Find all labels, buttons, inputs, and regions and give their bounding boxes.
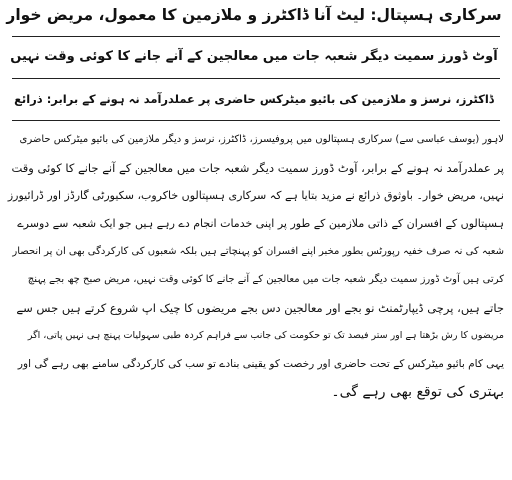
article-body [8, 126, 504, 406]
body-line: بہتری کی توقع بھی رہے گی۔ [331, 384, 504, 400]
body-line: کرتی ہیں آوٹ ڈورز سمیت دیگر شعبہ جات میں معالجین کے آنے جانے کا کوئی وقت نہیں، مریض صبح چھ بجے پہنچ [27, 274, 504, 285]
body-line: نہیں، مریض خوار۔ باوثوق ذرائع نے مزید بتایا ہے کہ سرکاری ہسپتالوں خاکروب، سکیورٹی گارڈز اور ڈرائیورز [7, 189, 504, 202]
body-line: مریضوں کا رش بڑھتا ہے اور ستر فیصد تک تو حکومت کی جانب سے فراہم کردہ طبی سہولیات پہنچ ہی نہیں پاتی، اگر [27, 330, 504, 341]
body-line: یہی کام بائیو میٹرکس کے تحت حاضری اور رخصت کو یقینی بنادے تو سب کی کارکردگی سامنے بھی رہے گی اور [17, 358, 504, 370]
body-line: پر عملدرآمد نہ ہونے کے برابر، آوٹ ڈورز سمیت دیگر شعبہ جات میں معالجین کے آنے جانے کا کوئی وقت [11, 161, 504, 175]
divider [12, 36, 500, 37]
divider [12, 78, 500, 79]
headline-sub-2: ڈاکٹرز، نرسز و ملازمین کی بائیو میٹرکس حاضری پر عملدرآمد نہ ہونے کے برابر: ذرائع [14, 92, 494, 106]
body-line: جاتے ہیں، پرچی ڈیپارٹمنٹ نو بجے اور معالجین دس بجے مریضوں کا چیک اپ شروع کرتے ہیں جس سے [16, 301, 504, 315]
body-line: لاہور (یوسف عباسی سے) سرکاری ہسپتالوں میں پروفیسرز، ڈاکٹرز، نرسز و دیگر ملازمین کی بائیو میٹرکس حاضری [19, 134, 504, 145]
headline-sub: آوٹ ڈورز سمیت دیگر شعبہ جات میں معالجین کے آنے جانے کا کوئی وقت نہیں [10, 49, 498, 64]
headline-main: سرکاری ہسپتال: لیٹ آنا ڈاکٹرز و ملازمین کا معمول، مریض خوار [6, 6, 502, 24]
body-line: شعبہ کی نہ صرف خفیہ رپورٹس بطور مخبر اپنے افسران کو پہنچاتے ہیں بلکہ شعبوں کی کارکردگی بھی ان پر انحصار [12, 246, 504, 257]
body-line: ہسپتالوں کے افسران کے ذاتی ملازمین کے طور پر اپنی خدمات انجام دے رہے ہیں جو ایک شعبہ سے دوسرے [17, 217, 504, 230]
divider [12, 120, 500, 121]
